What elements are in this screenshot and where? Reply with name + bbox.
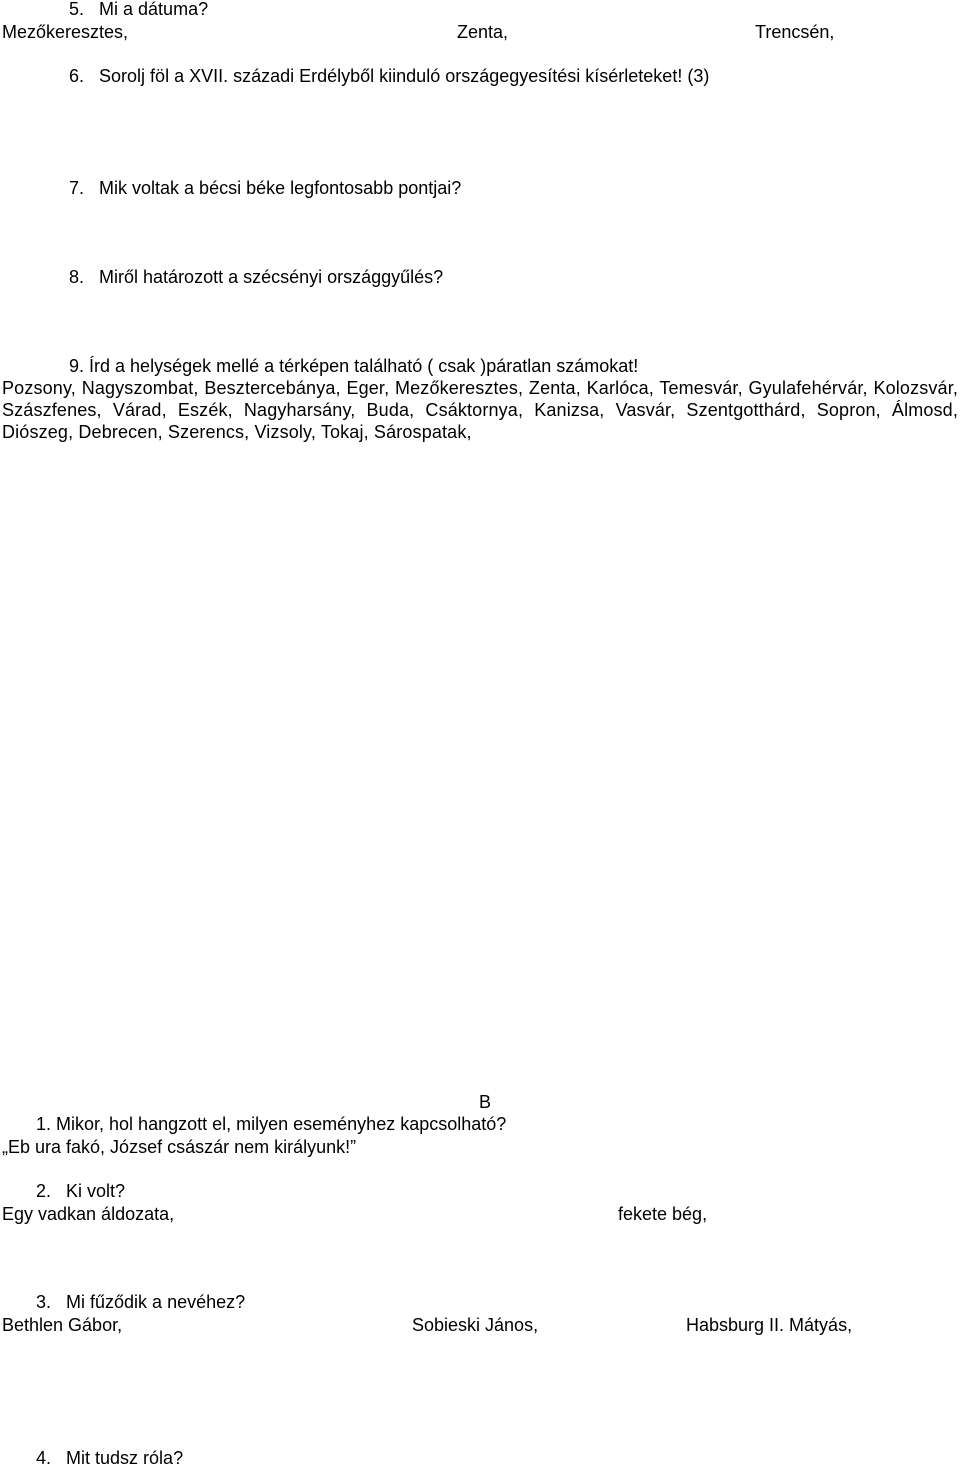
quote: „Eb ura fakó, József császár nem királyunk!”	[2, 1137, 357, 1157]
answer-item: Egy vadkan áldozata,	[2, 1204, 175, 1224]
b-question-2	[36, 1180, 125, 1202]
question-number: 2.	[36, 1181, 52, 1201]
place-list: Pozsony, Nagyszombat, Besztercebánya, Eger, Mezőkeresztes, Zenta, Karlóca, Temesvár, Gyulafehérvár, Kolozsvár, Szászfenes, Várad, Eszék, Nagyharsány, Buda, Csáktornya, Kanizsa, Vasvár, Szentgotthárd, Sopron, Álmosd, Diószeg, Debrecen, Szerencs, Vizsoly, Tokaj, Sárospatak,	[2, 378, 958, 442]
question-text: Mikor, hol hangzott el, milyen eseményhez kapcsolható?	[56, 1114, 507, 1134]
question-number: 7.	[69, 178, 85, 198]
question-text: Mik voltak a bécsi béke legfontosabb pontjai?	[99, 178, 462, 198]
question-text: Ki volt?	[66, 1181, 126, 1201]
answer-item: Zenta,	[457, 22, 509, 42]
question-5	[69, 0, 208, 20]
section-heading: B	[479, 1092, 492, 1112]
question-number: 6.	[69, 66, 85, 86]
question-text: Mit tudsz róla?	[66, 1448, 184, 1468]
b-question-3	[36, 1291, 245, 1313]
question-8	[69, 266, 443, 288]
question-number: 1.	[36, 1114, 52, 1134]
question-text: Miről határozott a szécsényi országgyűlés?	[99, 267, 444, 287]
question-7	[69, 177, 461, 199]
question-9	[69, 355, 638, 377]
question-text: Mi fűződik a nevéhez?	[66, 1292, 246, 1312]
answer-item: Mezőkeresztes,	[2, 22, 129, 42]
answer-item: Habsburg II. Mátyás,	[686, 1315, 853, 1335]
question-number: 9.	[69, 356, 85, 376]
question-number: 8.	[69, 267, 85, 287]
answer-item: Trencsén,	[755, 22, 835, 42]
question-text: Írd a helységek mellé a térképen található ( csak )páratlan számokat!	[89, 356, 639, 376]
b-question-1	[36, 1113, 506, 1135]
question-text: Mi a dátuma?	[99, 0, 209, 19]
answer-item: fekete bég,	[618, 1204, 708, 1224]
question-6	[69, 65, 709, 87]
question-text: Sorolj föl a XVII. századi Erdélyből kiinduló országegyesítési kísérleteket! (3)	[99, 66, 710, 86]
answer-item: Sobieski János,	[412, 1315, 539, 1335]
answer-item: Bethlen Gábor,	[2, 1315, 123, 1335]
question-number: 4.	[36, 1448, 52, 1468]
question-number: 5.	[69, 0, 85, 19]
question-number: 3.	[36, 1292, 52, 1312]
